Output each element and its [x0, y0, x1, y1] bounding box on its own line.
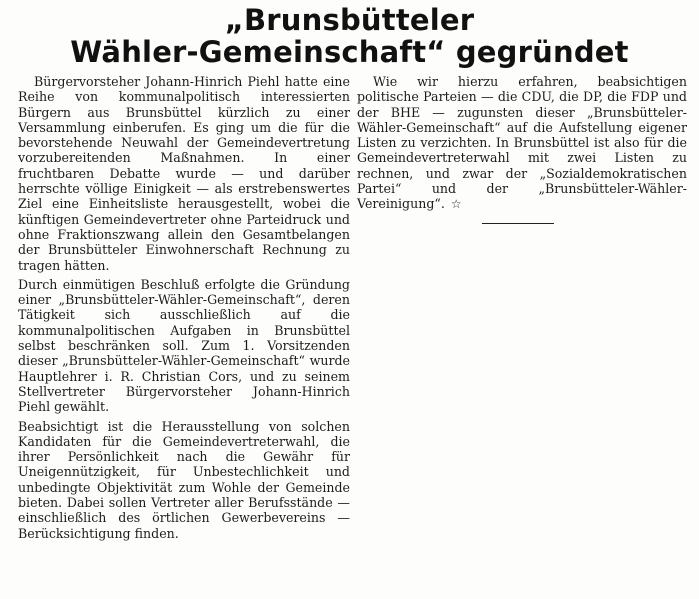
- end-mark-icon: ☆: [450, 197, 462, 212]
- headline-line-1: „Brunsbütteler: [224, 3, 475, 37]
- paragraph-4-text: Wie wir hierzu erfahren, beabsichtigen politische Parteien — die CDU, die DP, die FDP und der BHE — zugunsten dieser „Brunsbütteler-Wähler-Gemeinschaft“ auf die Aufstellung eigener Listen zu verzichten. In Brunsbüttel ist also für die Gemeindevertreterwahl mit zwei Listen zu rechnen, und zwar der „Sozialdemokratischen Partei“ und der „Brunsbütteler-Wähler-Vereinigung“.: [357, 74, 687, 212]
- headline: [0, 4, 699, 68]
- paragraph-2: Durch einmütigen Beschluß erfolgte die Gründung einer „Brunsbütteler-Wähler-Gemeinschaft“, deren Tätigkeit sich ausschließlich auf die kommunalpolitischen Aufgaben in Brunsbüttel selbst beschränken soll. Zum 1. Vorsitzenden dieser „Brunsbütteler-Wähler-Gemeinschaft“ wurde Hauptlehrer i. R. Christian Cors, und zu seinem Stellvertreter Bürgervorsteher Johann-Hinrich Piehl gewählt.: [18, 276, 350, 415]
- paragraph-4: [357, 74, 687, 213]
- headline-line-2: Wähler-Gemeinschaft“ gegründet: [70, 35, 629, 69]
- right-column: [357, 74, 687, 217]
- end-rule: [482, 223, 554, 224]
- left-column: [18, 74, 350, 545]
- paragraph-3: Beabsichtigt ist die Herausstellung von solchen Kandidaten für die Gemeindevertreterwahl, die ihrer Persönlichkeit nach die Gewähr für Uneigennützigkeit, für Unbestechlichkeit und unbedingte Objektivität zum Wohle der Gemeinde bieten. Dabei sollen Vertreter aller Berufsstände — einschließlich des örtlichen Gewerbevereins — Berücksichtigung finden.: [18, 418, 350, 541]
- paragraph-1: Bürgervorsteher Johann-Hinrich Piehl hatte eine Reihe von kommunalpolitisch interessierten Bürgern aus Brunsbüttel kürzlich zu einer Versammlung einberufen. Es ging um die für die bevorstehende Neuwahl der Gemeindevertretung vorzubereitenden Maßnahmen. In einer fruchtbaren Debatte wurde — und darüber herrschte völlige Einigkeit — als erstrebenswertes Ziel eine Einheitsliste herausgestellt, wobei die künftigen Gemeindevertreter ohne Parteidruck und ohne Fraktionszwang allein den Gesamtbelangen der Brunsbütteler Einwohnerschaft Rechnung zu tragen hätten.: [18, 74, 350, 273]
